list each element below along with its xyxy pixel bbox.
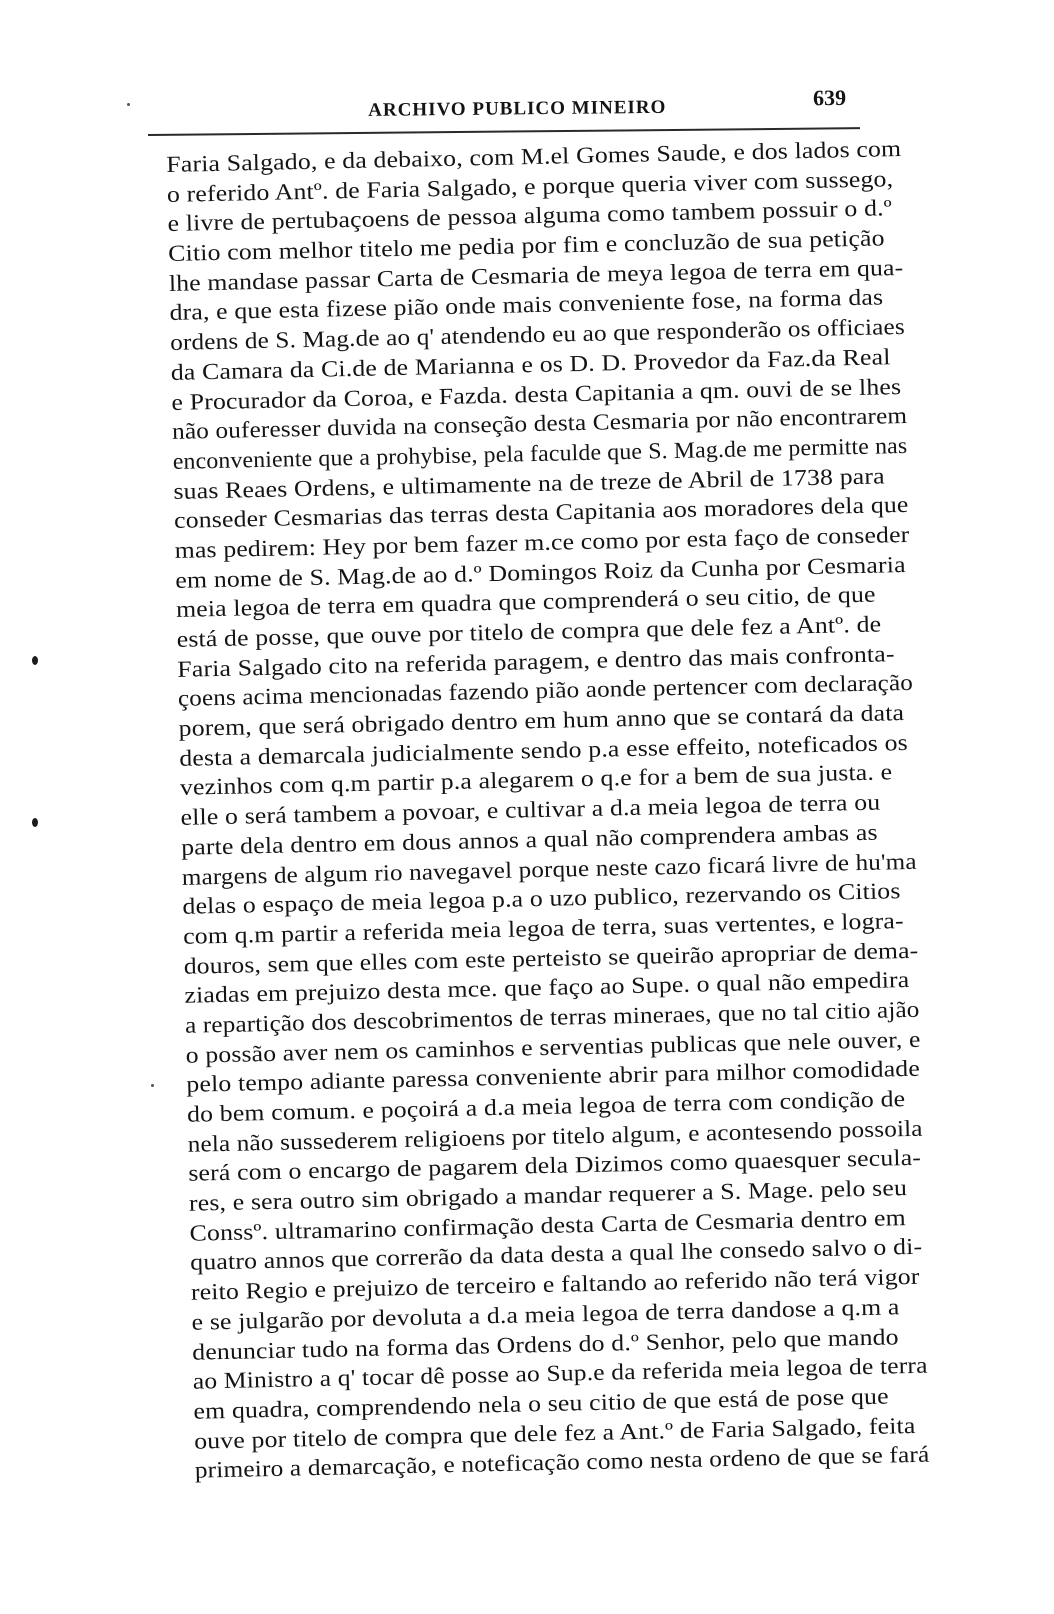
text-line: e Procurador da Coroa, e Fazda. desta Capitania a qm. ouvi de se lhes [171, 373, 902, 415]
text-line: o possão aver nem os caminhos e serventias publicas que nele ouver, e [185, 1026, 921, 1068]
text-line: Citio com melhor titelo me pedia por fim e concluzão de sua petição [167, 225, 885, 267]
text-line: em quadra, comprendendo nela o seu citio de que está de pose que [193, 1383, 889, 1424]
text-line: res, e sera outro sim obrigado a mandar requerer a S. Mage. pelo seu [188, 1175, 908, 1216]
text-line: porem, que será obrigado dentro em hum anno que se contará da data [178, 700, 905, 741]
text-line: primeiro a demarcação, e noteficação como nesta ordeno de que se fará [194, 1441, 930, 1483]
text-line: da Camara da Ci.de de Marianna e os D. D. Provedor da Faz.da Real [170, 344, 891, 385]
text-line: mas pedirem: Hey por bem fazer m.ce como por esta faço de conseder [174, 521, 910, 563]
page-number: 639 [812, 84, 847, 111]
text-line: delas o espaço de meia legoa p.a o uzo publico, rezervando os Citios [182, 878, 901, 920]
text-line: lhe mandase passar Carta de Cesmaria de meya legoa de terra em qua- [168, 254, 904, 296]
text-line: reito Regio e prejuizo de terceiro e faltando ao referido não terá vigor [190, 1263, 920, 1305]
text-line: elle o será tambem a povoar, e cultivar a d.a meia legoa de terra ou [180, 789, 881, 830]
text-line: do bem comum. e poçoirá a d.a meia legoa de terra com condição de [186, 1086, 906, 1127]
margin-bullet-mark [32, 818, 38, 827]
margin-bullet-mark [32, 656, 38, 665]
scan-speck [151, 1084, 154, 1087]
text-line: conseder Cesmarias das terras desta Capitania aos moradores dela que [173, 492, 909, 534]
text-line: está de posse, que ouve por titelo de compra que dele fez a Antº. de [176, 611, 882, 652]
text-line: ao Ministro a q' tocar dê posse ao Sup.e da referida meia legoa de terra [192, 1352, 928, 1394]
text-line: em nome de S. Mag.de ao d.º Domingos Roiz da Cunha por Cesmaria [175, 551, 906, 593]
text-line: e se julgarão por devoluta a d.a meia legoa de terra dandose a q.m a [191, 1294, 900, 1335]
text-line: denunciar tudo na forma das Ordens do d.º Senhor, pelo que mando [191, 1323, 899, 1365]
text-line: dra, e que esta fizese pião onde mais conveniente fose, na forma das [169, 284, 884, 326]
text-line: nela não sussederem religioens por titelo algum, e acontesendo possoila [187, 1115, 923, 1157]
text-line: enconveniente que a prohybise, pela faculde que S. Mag.de me permitte nas [172, 432, 908, 474]
text-line: pelo tempo adiante paressa conveniente abrir para milhor comodidade [186, 1056, 921, 1098]
text-line: quatro annos que correrão da data desta a qual lhe consedo salvo o di- [190, 1234, 923, 1276]
scan-speck [127, 103, 130, 106]
text-line: parte dela dentro em dous annos a qual não comprendera ambas as [180, 819, 878, 860]
page-header [168, 84, 888, 132]
text-line: Faria Salgado cito na referida paragem, e dentro das mais confronta- [177, 640, 895, 682]
text-line: com q.m partir a referida meia legoa de terra, suas vertentes, e logra- [182, 907, 904, 949]
running-title: ARCHIVO PUBLICO MINEIRO [368, 96, 667, 121]
text-line: ouve por titelo de compra que dele fez a Ant.º de Faria Salgado, feita [193, 1412, 916, 1454]
text-line: ziadas em prejuizo desta mce. que faço ao Supe. o qual não empedira [184, 967, 910, 1009]
text-line: Faria Salgado, e da debaixo, com M.el Gomes Saude, e dos lados com [166, 135, 902, 177]
text-line: desta a demarcala judicialmente sendo p.a esse effeito, noteficados os [178, 729, 909, 771]
text-line: çoens acima mencionadas fazendo pião aonde pertencer com declaração [177, 670, 914, 712]
document-body [166, 134, 930, 1486]
text-line: a repartição dos descobrimentos de terras mineraes, que no tal citio ajão [184, 996, 920, 1038]
text-line: vezinhos com q.m partir p.a alegarem o q.e for a bem de sua justa. e [179, 759, 893, 801]
text-line: douros, sem que elles com este perteisto se queirão apropriar de dema- [183, 937, 919, 979]
text-line: Conssº. ultramarino confirmação desta Carta de Cesmaria dentro em [189, 1204, 907, 1246]
text-line: suas Reaes Ordens, e ultimamente na de treze de Abril de 1738 para [173, 462, 885, 504]
text-line: ordens de S. Mag.de ao q' atendendo eu ao que responderão os officiaes [169, 314, 906, 356]
text-line: o referido Antº. de Faria Salgado, e porque queria viver com sussego, [166, 165, 894, 207]
text-line: não ouferesser duvida na conseção desta Cesmaria por não encontrarem [171, 403, 908, 445]
text-line: meia legoa de terra em quadra que comprenderá o seu citio, de que [175, 581, 876, 623]
text-line: e livre de pertubaçoens de pessoa alguma como tambem possuir o d.º [167, 195, 893, 237]
text-line: será com o encargo de pagarem dela Dizimos como quaesquer secula- [188, 1145, 922, 1187]
text-line: margens de algum rio navegavel porque neste cazo ficará livre de hu'ma [181, 848, 917, 890]
